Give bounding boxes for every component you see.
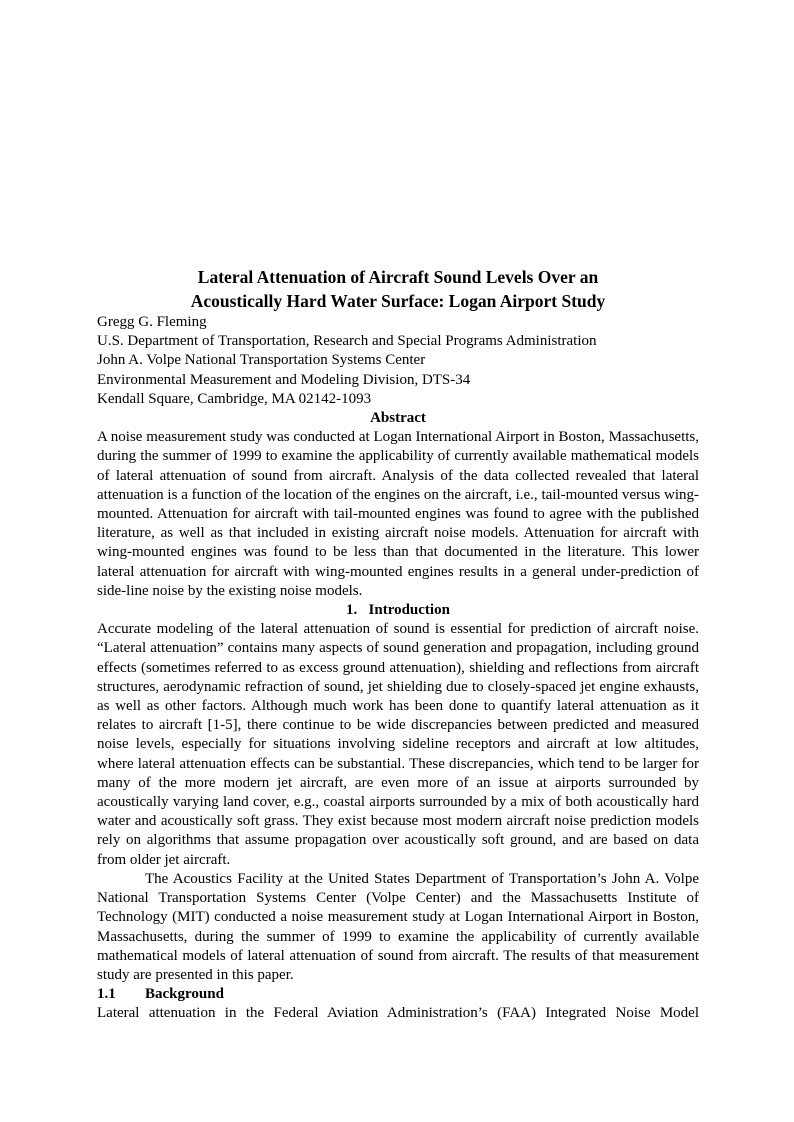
background-text: Lateral attenuation in the Federal Aviation Administration’s (FAA) Integrated Noise Model (97, 1005, 699, 1022)
background-section-title: Background (145, 986, 224, 1003)
introduction-heading: 1. Introduction (346, 602, 450, 619)
affiliation-line-3: Environmental Measurement and Modeling Division, DTS-34 (97, 371, 471, 388)
introduction-paragraph-1: Accurate modeling of the lateral attenuation of sound is essential for prediction of aircraft noise. “Lateral attenuation” contains many aspects of sound generation and propagation, including ground effects (sometimes referred to as excess ground attenuation), shielding and reflections from aircraft structures, aerodynamic refraction of sound, jet shielding due to closely-spaced jet engine exhausts, as well as other factors. Although much work has been done to quantify lateral attenuation as it relates to aircraft [1-5], there continue to be wide discrepancies between predicted and measured noise levels, especially for situations involving sideline receptors and aircraft at low altitudes, where lateral attenuation effects can be substantial. These discrepancies, which tend to be larger for many of the more modern jet aircraft, are even more of an issue at airports surrounded by acoustically varying land cover, e.g., coastal airports surrounded by a mix of both acoustically hard water and acoustically soft grass. They exist because most modern aircraft noise prediction models rely on algorithms that assume propagation over acoustically soft ground, and are based on data from older jet aircraft. (97, 621, 699, 868)
affiliation-line-4: Kendall Square, Cambridge, MA 02142-1093 (97, 390, 372, 407)
title-line-2: Acoustically Hard Water Surface: Logan Airport Study (190, 291, 606, 311)
paper-page (97, 265, 699, 1024)
background-heading (97, 985, 699, 1004)
background-section-number: 1.1 (97, 986, 116, 1003)
author-block (97, 313, 699, 409)
abstract-text: A noise measurement study was conducted at Logan International Airport in Boston, Massachusetts, during the summer of 1999 to examine the applicability of currently available mathematical models of lateral attenuation of sound from aircraft. Analysis of the data collected revealed that lateral attenuation is a function of the location of the engines on the aircraft, i.e., tail-mounted versus wing-mounted. Attenuation for aircraft with tail-mounted engines was found to agree with the published literature, as well as that included in existing aircraft noise models. Attenuation for aircraft with wing-mounted engines was found to be less than that documented in the literature. This lower lateral attenuation for aircraft with wing-mounted engines results in a general under-prediction of side-line noise by the existing noise models. (97, 429, 699, 599)
affiliation-line-1: U.S. Department of Transportation, Research and Special Programs Administration (97, 333, 597, 350)
title-line-1: Lateral Attenuation of Aircraft Sound Levels Over an (197, 267, 599, 287)
paper-title (97, 265, 699, 313)
introduction-paragraph-2: The Acoustics Facility at the United States Department of Transportation’s John A. Volpe National Transportation Systems Center (Volpe Center) and the Massachusetts Institute of Technology (MIT) conducted a noise measurement study at Logan International Airport in Boston, Massachusetts, during the summer of 1999 to examine the applicability of currently available mathematical models of lateral attenuation of sound from aircraft. The results of that measurement study are presented in this paper. (97, 870, 699, 983)
author-name: Gregg G. Fleming (97, 314, 207, 330)
abstract-heading: Abstract (370, 410, 426, 427)
affiliation-line-2: John A. Volpe National Transportation Systems Center (97, 352, 426, 369)
